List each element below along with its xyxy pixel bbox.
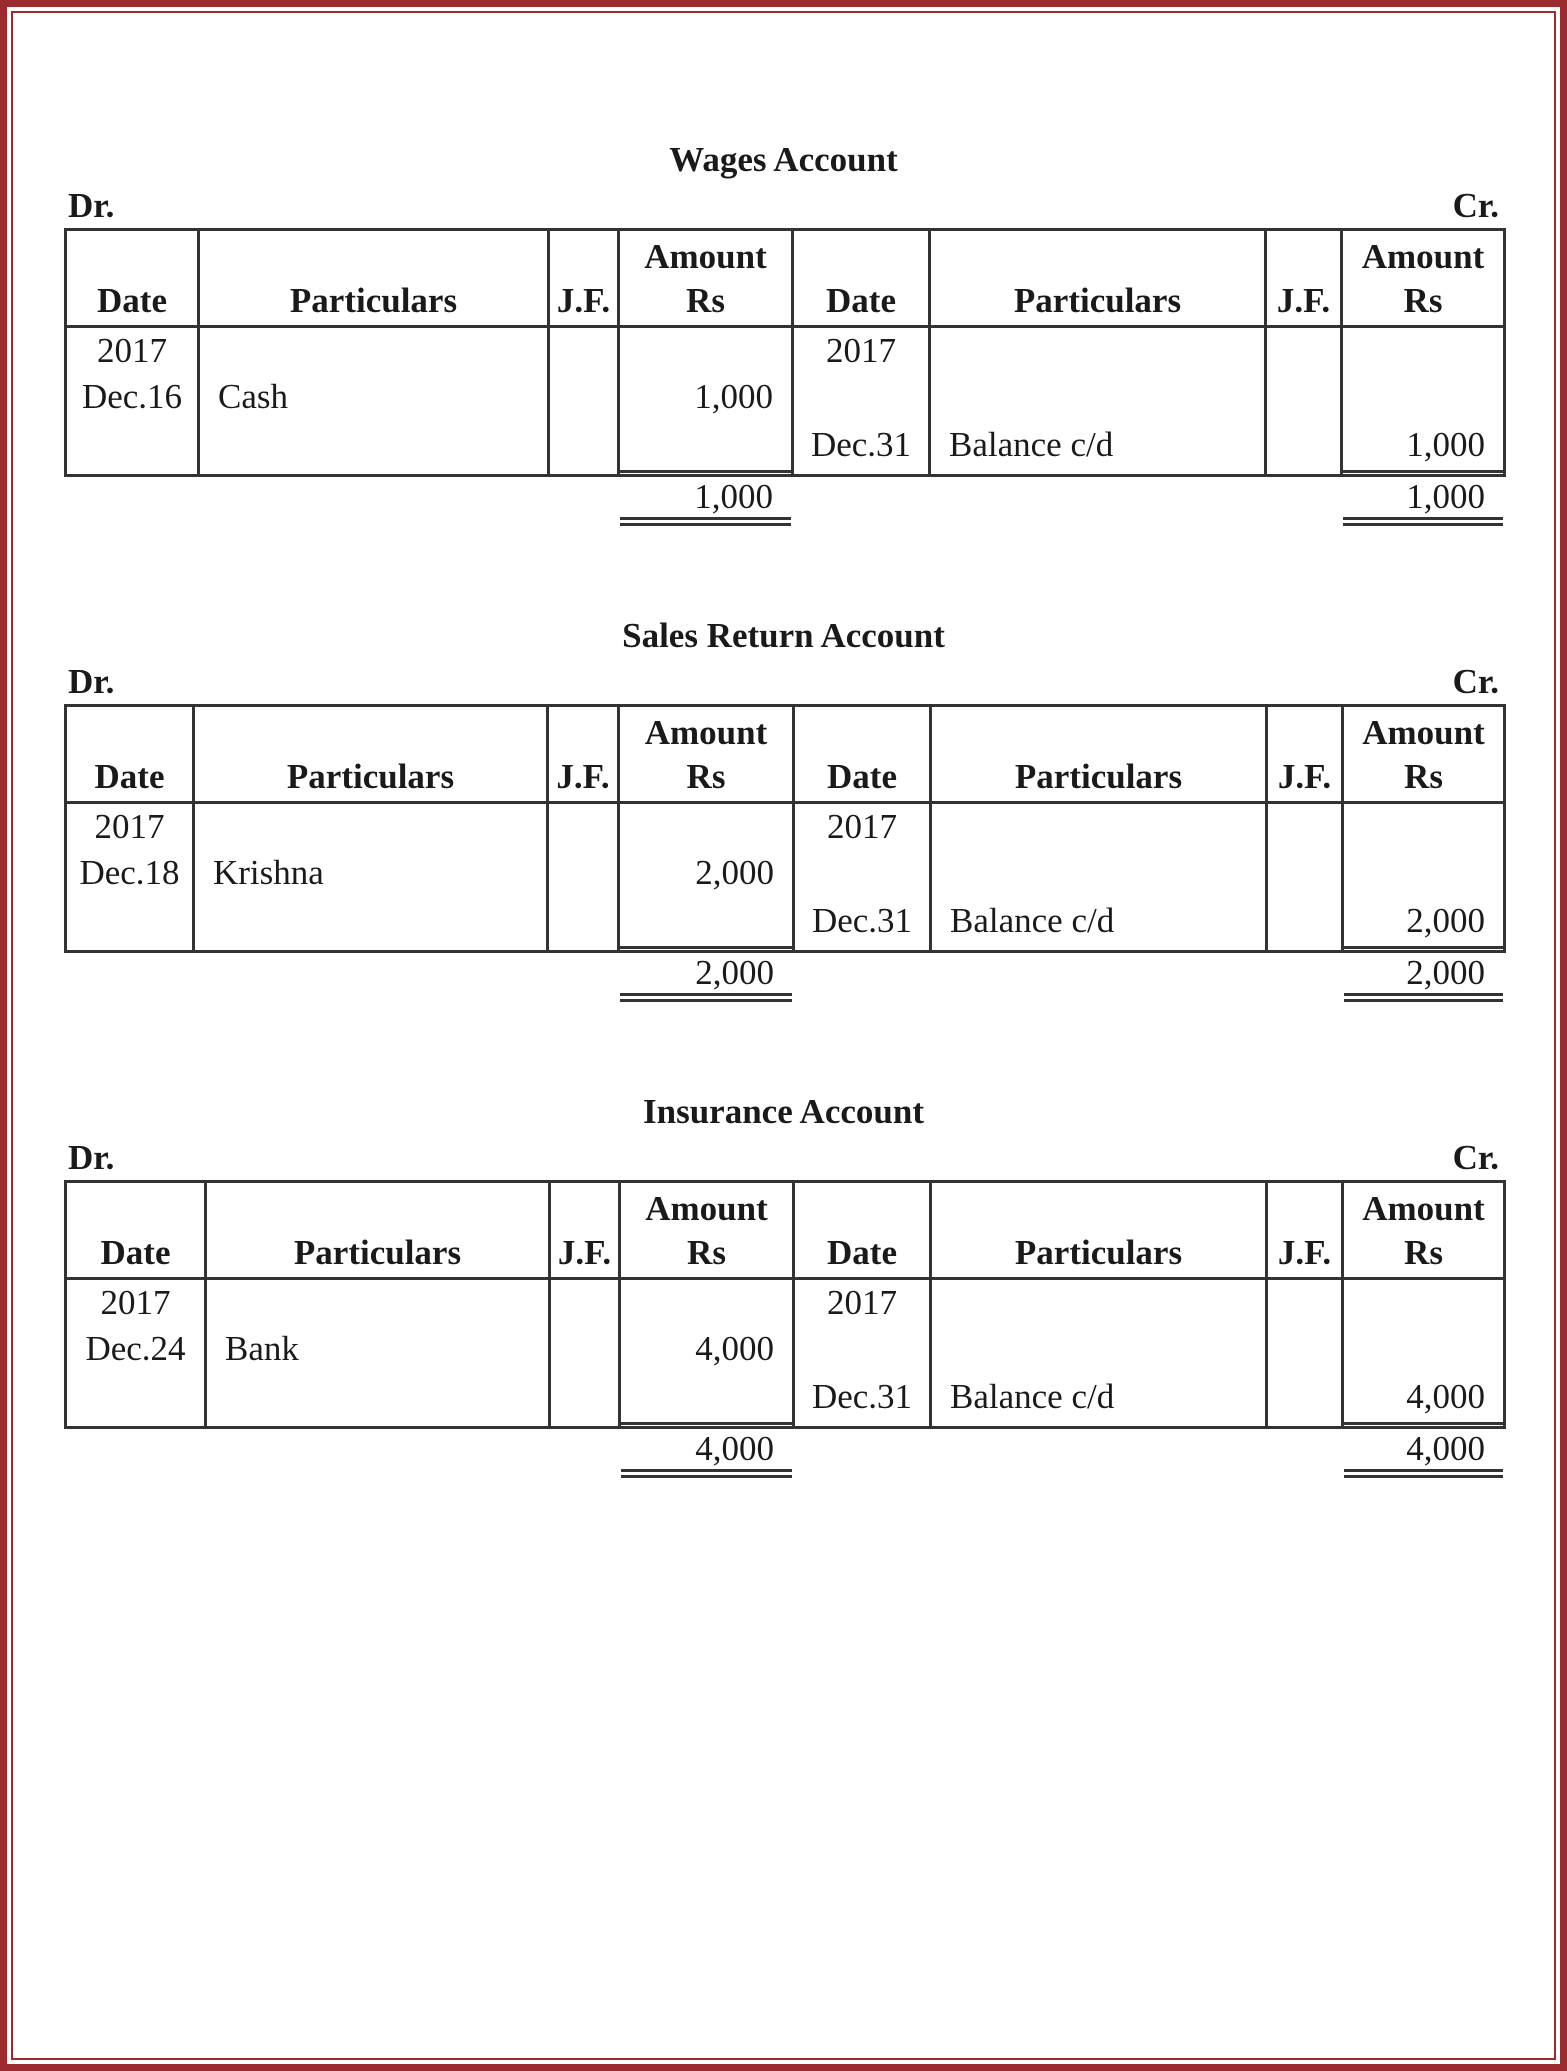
body-row [66, 1279, 1505, 1428]
col-header-jf: J.F. [550, 1182, 620, 1279]
debit-label: Dr. [68, 186, 115, 225]
ledger-table [64, 1180, 1506, 1468]
debit-jf-cell [548, 803, 619, 952]
credit-particulars: Balance c/d [950, 901, 1115, 940]
credit-amount: 1,000 [1406, 425, 1485, 464]
credit-amount-cell [1343, 1279, 1505, 1468]
col-header-particulars: Particulars [931, 706, 1267, 803]
debit-date: Dec.16 [81, 377, 183, 416]
header-row [66, 706, 1505, 803]
ledger-title: Insurance Account [643, 1092, 924, 1131]
col-header-date: Date [794, 1182, 931, 1279]
debit-jf-cell [549, 327, 619, 476]
credit-date: Dec.31 [811, 1377, 913, 1416]
credit-label: Cr. [1452, 186, 1499, 225]
debit-particulars-cell [206, 1279, 550, 1428]
debit-label: Dr. [68, 1138, 115, 1177]
ledger-title: Wages Account [669, 140, 898, 179]
col-header-amount: Amount Rs [619, 230, 793, 327]
col-header-jf: J.F. [548, 706, 619, 803]
credit-total: 2,000 [1344, 946, 1503, 996]
credit-particulars: Balance c/d [949, 425, 1114, 464]
credit-total: 4,000 [1344, 1422, 1503, 1472]
credit-date: Dec.31 [811, 901, 913, 940]
debit-date: Dec.18 [79, 853, 180, 892]
debit-date-cell [66, 1279, 206, 1428]
col-header-particulars: Particulars [930, 230, 1266, 327]
credit-jf-cell [1267, 803, 1343, 952]
credit-amount: 2,000 [1406, 901, 1485, 940]
credit-particulars-cell [930, 327, 1266, 476]
debit-total: 4,000 [621, 1422, 792, 1472]
credit-date-cell [794, 1279, 931, 1428]
col-header-particulars: Particulars [931, 1182, 1267, 1279]
credit-amount-cell [1343, 803, 1505, 992]
credit-jf-cell [1266, 327, 1342, 476]
col-header-date: Date [793, 230, 930, 327]
credit-date: Dec.31 [810, 425, 912, 464]
debit-total: 1,000 [620, 470, 791, 520]
debit-date-cell [66, 327, 199, 476]
debit-year: 2017 [100, 1283, 171, 1322]
header-row [66, 230, 1505, 327]
debit-amount: 2,000 [695, 853, 774, 892]
col-header-jf: J.F. [1267, 1182, 1343, 1279]
col-header-particulars: Particulars [199, 230, 549, 327]
body-row [66, 327, 1505, 476]
credit-particulars: Balance c/d [950, 1377, 1115, 1416]
col-header-date: Date [66, 706, 194, 803]
debit-particulars: Cash [218, 377, 288, 416]
credit-date-cell [793, 327, 930, 476]
debit-amount-cell [619, 327, 793, 516]
debit-particulars: Bank [225, 1329, 299, 1368]
debit-label: Dr. [68, 662, 115, 701]
col-header-jf: J.F. [1267, 706, 1343, 803]
credit-label: Cr. [1452, 662, 1499, 701]
col-header-amount: Amount Rs [620, 1182, 794, 1279]
header-row [66, 1182, 1505, 1279]
col-header-particulars: Particulars [194, 706, 548, 803]
debit-date: Dec.24 [85, 1329, 186, 1368]
debit-amount-cell [620, 1279, 794, 1468]
debit-amount: 1,000 [694, 377, 773, 416]
credit-year: 2017 [827, 807, 897, 846]
col-header-jf: J.F. [549, 230, 619, 327]
credit-year: 2017 [827, 1283, 897, 1322]
debit-amount-cell [619, 803, 794, 992]
credit-amount-cell [1342, 327, 1505, 516]
debit-jf-cell [550, 1279, 620, 1428]
col-header-particulars: Particulars [206, 1182, 550, 1279]
col-header-date: Date [66, 1182, 206, 1279]
col-header-amount: Amount Rs [1343, 706, 1505, 803]
col-header-amount: Amount Rs [1343, 1182, 1505, 1279]
credit-particulars-cell [931, 1279, 1267, 1428]
ledger-table [64, 228, 1506, 516]
debit-particulars-cell [194, 803, 548, 952]
col-header-date: Date [66, 230, 199, 327]
credit-year: 2017 [826, 331, 896, 370]
col-header-date: Date [794, 706, 931, 803]
ledger-table [64, 704, 1506, 992]
debit-particulars-cell [199, 327, 549, 476]
credit-particulars-cell [931, 803, 1267, 952]
debit-total: 2,000 [620, 946, 792, 996]
debit-date-cell [66, 803, 194, 952]
debit-particulars: Krishna [213, 853, 324, 892]
debit-year: 2017 [94, 807, 165, 846]
ledger-title: Sales Return Account [622, 616, 945, 655]
credit-date-cell [794, 803, 931, 952]
col-header-amount: Amount Rs [619, 706, 794, 803]
credit-amount: 4,000 [1406, 1377, 1485, 1416]
debit-year: 2017 [97, 331, 167, 370]
credit-label: Cr. [1452, 1138, 1499, 1177]
col-header-amount: Amount Rs [1342, 230, 1505, 327]
debit-amount: 4,000 [695, 1329, 774, 1368]
credit-jf-cell [1267, 1279, 1343, 1428]
col-header-jf: J.F. [1266, 230, 1342, 327]
body-row [66, 803, 1505, 952]
credit-total: 1,000 [1343, 470, 1503, 520]
